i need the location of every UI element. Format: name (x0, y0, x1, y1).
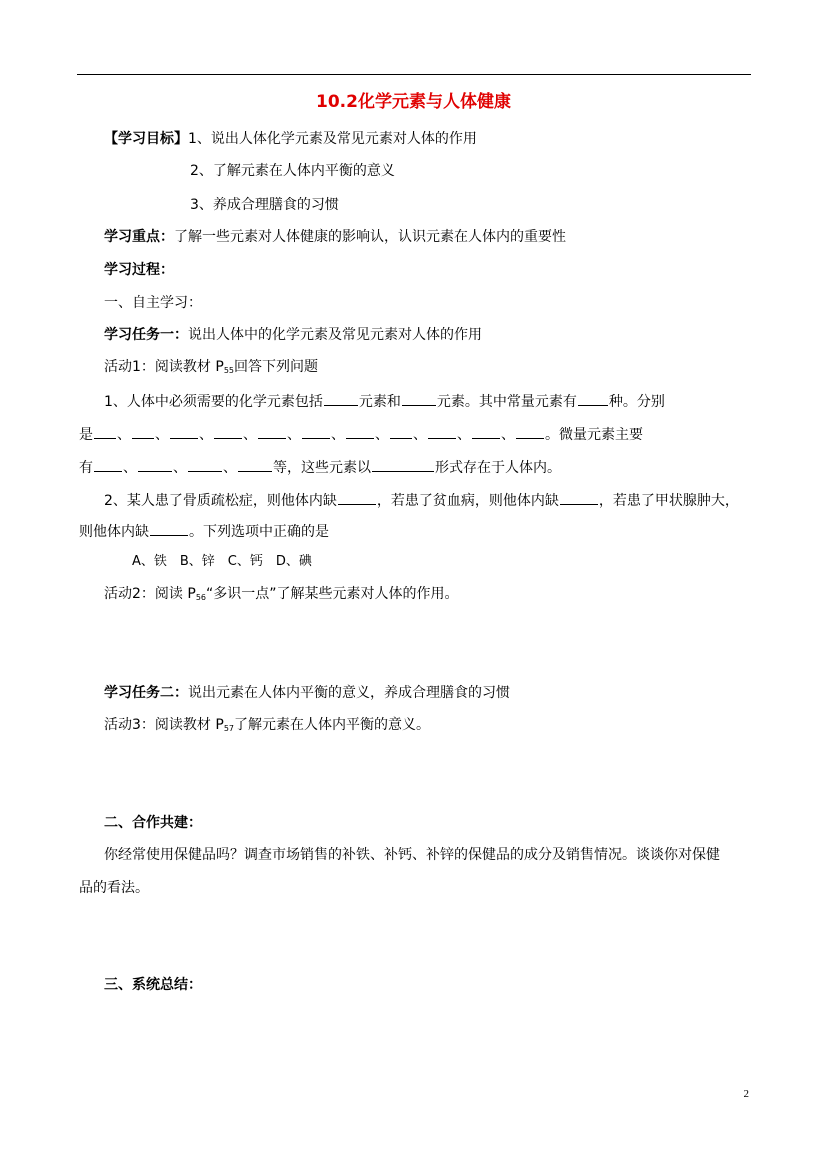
activity-3-page: 57 (223, 724, 234, 733)
cooperation-text-1: 你经常使用保健品吗？调查市场销售的补铁、补钙、补锌的保健品的成分及销售情况。谈谈你对保健 (104, 847, 720, 863)
blank[interactable] (188, 457, 222, 472)
cooperation-text-2: 品的看法。 (79, 880, 149, 896)
focus-label: 学习重点： (104, 229, 174, 245)
question-2-line-2 (79, 521, 329, 541)
blank[interactable] (372, 457, 434, 472)
activity-3-text-end: 了解元素在人体内平衡的意义。 (234, 717, 430, 733)
question-1-line-1 (104, 391, 665, 411)
blank[interactable] (338, 490, 376, 505)
question-2-options: A、铁 B、锌 C、钙 D、碘 (132, 554, 312, 569)
blank[interactable] (150, 521, 188, 536)
task-1-text: 说出人体中的化学元素及常见元素对人体的作用 (188, 327, 482, 343)
q1-text: 有 (79, 460, 93, 476)
blank[interactable] (560, 490, 598, 505)
header-rule (77, 74, 751, 75)
q1-text: 。微量元素主要 (545, 427, 643, 443)
activity-3-text: 活动3：阅读教材 P (104, 717, 224, 733)
activity-2-line (104, 585, 459, 607)
blank[interactable] (132, 424, 154, 439)
activity-1-text-end: 回答下列问题 (234, 359, 318, 375)
learning-goals-line (104, 130, 477, 148)
activity-1-text: 活动1：阅读教材 P (104, 359, 224, 375)
task-1-line (104, 326, 482, 344)
blank[interactable] (94, 457, 122, 472)
question-1-line-2: 是 、 、 、 、 、 、 、 、 、 、 。微量元素主要 (79, 424, 643, 444)
activity-2-text: 活动2：阅读 P (104, 586, 196, 602)
activity-2-page: 56 (195, 593, 206, 602)
blank[interactable] (428, 424, 456, 439)
task-2-line (104, 684, 510, 702)
process-label: 学习过程： (104, 262, 174, 278)
learning-focus-line (104, 228, 566, 246)
section-2-heading: 二、合作共建： (104, 815, 202, 831)
goal-2: 2、了解元素在人体内平衡的意义 (190, 163, 395, 179)
blank[interactable] (324, 391, 358, 406)
blank[interactable] (170, 424, 198, 439)
goal-3: 3、养成合理膳食的习惯 (190, 197, 339, 213)
q1-text: 元素和 (358, 394, 401, 410)
activity-1-line (104, 358, 318, 380)
task-1-label: 学习任务一： (104, 327, 188, 343)
activity-1-page: 55 (223, 366, 234, 375)
activity-3-line (104, 716, 430, 738)
q2-text: 。下列选项中正确的是 (189, 524, 329, 540)
question-1-line-3: 有 、 、 、 等，这些元素以 形式存在于人体内。 (79, 457, 561, 477)
blank[interactable] (390, 424, 412, 439)
blank[interactable] (402, 391, 436, 406)
goal-1: 1、说出人体化学元素及常见元素对人体的作用 (188, 131, 477, 147)
q1-text: 等，这些元素以 (273, 460, 371, 476)
blank[interactable] (346, 424, 374, 439)
q2-text: ，若患了甲状腺肿大， (598, 493, 739, 509)
section-1-heading: 一、自主学习： (104, 295, 202, 311)
blank[interactable] (578, 391, 608, 406)
blank[interactable] (516, 424, 544, 439)
q2-text: 2、某人患了骨质疏松症，则他体内缺 (104, 493, 337, 509)
q1-text: 1、人体中必须需要的化学元素包括 (104, 394, 323, 410)
section-3-heading: 三、系统总结： (104, 977, 202, 993)
task-2-label: 学习任务二： (104, 685, 188, 701)
page-number: 2 (743, 1088, 749, 1100)
blank[interactable] (302, 424, 330, 439)
q1-text: 元素。其中常量元素有 (436, 394, 577, 410)
q1-text: 形式存在于人体内。 (435, 460, 561, 476)
blank[interactable] (94, 424, 116, 439)
blank[interactable] (214, 424, 242, 439)
blank[interactable] (238, 457, 272, 472)
q2-text: ，若患了贫血病，则他体内缺 (376, 493, 559, 509)
goals-label: 【学习目标】 (104, 131, 188, 147)
blank[interactable] (472, 424, 500, 439)
q1-text: 种。分别 (608, 394, 665, 410)
question-2-line-1 (104, 490, 739, 510)
q2-text: 则他体内缺 (79, 524, 149, 540)
task-2-text: 说出元素在人体内平衡的意义，养成合理膳食的习惯 (188, 685, 510, 701)
blank[interactable] (258, 424, 286, 439)
blank[interactable] (138, 457, 172, 472)
q1-text: 是 (79, 427, 93, 443)
focus-text: 了解一些元素对人体健康的影响认，认识元素在人体内的重要性 (174, 229, 566, 245)
page-title: 10.2化学元素与人体健康 (316, 92, 511, 112)
activity-2-text-end: “多识一点”了解某些元素对人体的作用。 (206, 586, 459, 602)
